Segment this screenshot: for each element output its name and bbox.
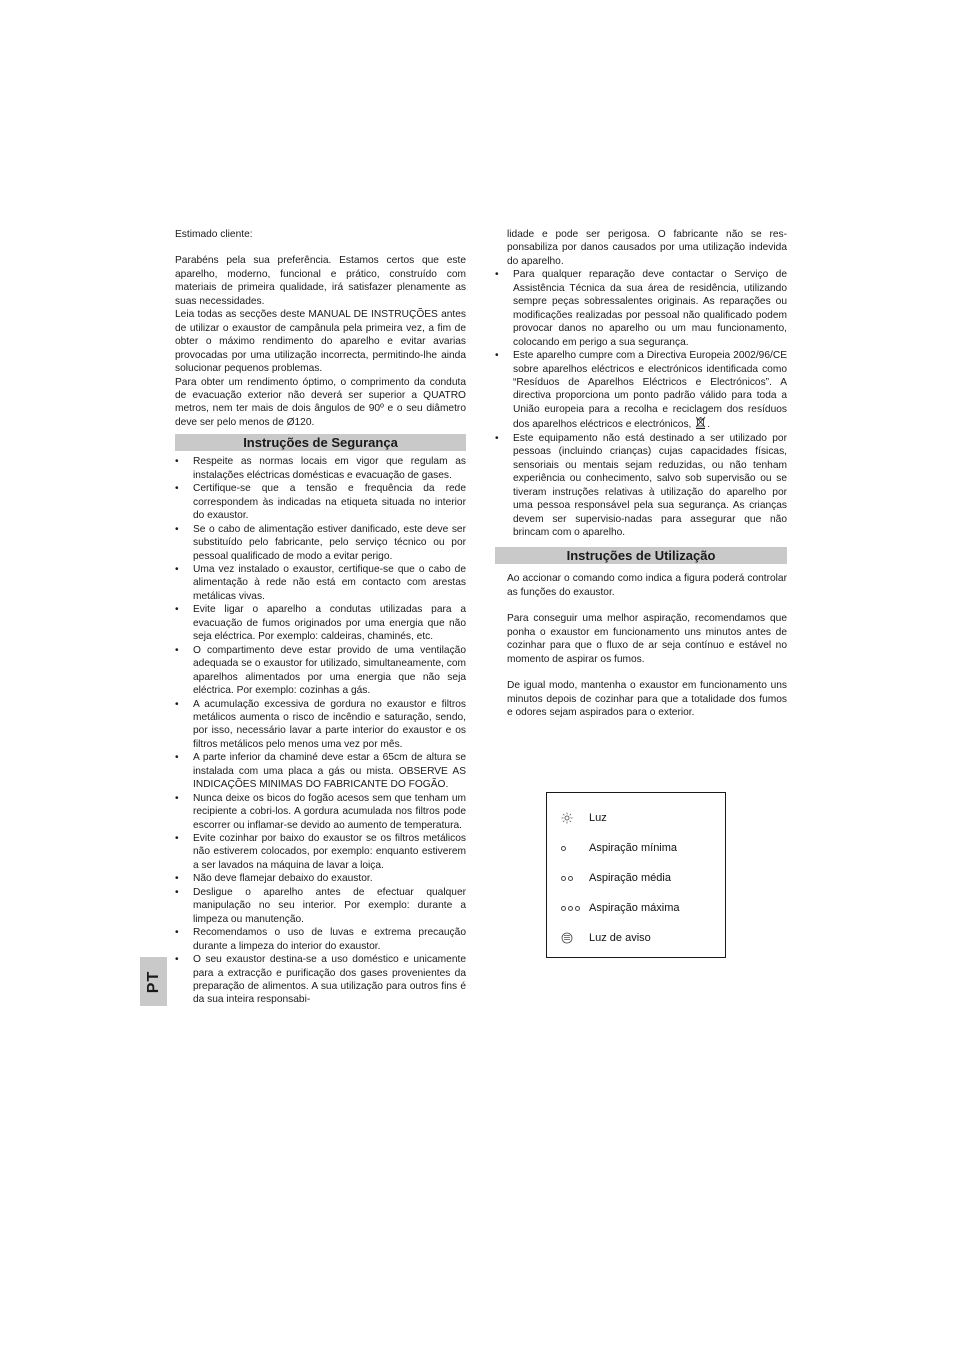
control-label: Aspiração mínima bbox=[589, 842, 678, 854]
left-column bbox=[175, 228, 466, 1007]
list-item: • Respeite as normas locais em vigor que regulam as instalações eléctricas domésticas e evacuação de gases. bbox=[175, 455, 466, 482]
list-item: • Se o cabo de alimentação estiver danificado, este deve ser substituído pelo fabricante, pelo serviço técnico ou por pessoal qualificado de modo a evitar perigo. bbox=[175, 523, 466, 563]
list-item: • Evite ligar o aparelho a condutas utilizadas para a evacuação de fumos originados por uma energia que não seja eléctrica. Por exemplo: caldeiras, chaminés, etc. bbox=[175, 603, 466, 643]
speed-1-icon bbox=[561, 846, 583, 851]
usage-section-title: Instruções de Utilização bbox=[495, 547, 787, 564]
control-row-medium bbox=[547, 870, 725, 886]
weee-suffix: . bbox=[707, 419, 711, 431]
language-tab bbox=[140, 957, 167, 1006]
weee-text: Este aparelho cumpre com a Directiva Europeia 2002/96/CE sobre aparelhos eléctricos e electrónicos identificada como “Resíduos de Aparelhos Eléctricos e Electrónicos”. A directiva proporciona um ponto padrão válido para toda a União europeia para a recolha e reciclagem dos resíduos dos aparelhos eléctricos e electrónicos, bbox=[513, 350, 787, 431]
control-label: Luz de aviso bbox=[589, 932, 651, 944]
intro-paragraph: Leia todas as secções deste MANUAL DE INSTRUÇÕES antes de utilizar o exaustor de campânula pela primeira vez, a fim de obter o máximo rendimento do aparelho e evitar avarias provocadas por uma utilização incorrecta, permitindo-lhe ainda solucionar pequenos problemas. bbox=[175, 309, 466, 375]
safety-list-continued bbox=[495, 268, 787, 539]
safety-list bbox=[175, 455, 466, 1007]
list-item: • A acumulação excessiva de gordura no exaustor e filtros metálicos aumenta o risco de incêndio e saturação, sendo, por isso, necessário lavar a parte interior do exaustor e os filtros metálicos pelo menos uma vez por mês. bbox=[175, 698, 466, 752]
weee-bin-icon bbox=[695, 416, 706, 429]
speed-3-icon bbox=[561, 906, 583, 911]
control-row-warning bbox=[547, 930, 725, 946]
list-item: • Nunca deixe os bicos do fogão acesos sem que tenham um recipiente a cobri-los. A gordura acumulada nos filtros pode escorrer ou inflamar-se devido ao aumento de temperatura. bbox=[175, 792, 466, 832]
list-item: • Certifique-se que a tensão e frequência da rede correspondem às indicadas na etiqueta situada no interior do exaustor. bbox=[175, 482, 466, 522]
greeting: Estimado cliente: bbox=[175, 229, 253, 240]
control-row-light bbox=[547, 810, 725, 826]
list-item: • Recomendamos o uso de luvas e extrema precaução durante a limpeza do interior do exaustor. bbox=[175, 926, 466, 953]
list-item: • A parte inferior da chaminé deve estar a 65cm de altura se instalada com uma placa a gás ou mista. OBSERVE AS INDICAÇÕES MINIMAS DO FABRICANTE DO FOGÃO. bbox=[175, 751, 466, 791]
control-label: Luz bbox=[589, 812, 607, 824]
control-row-min bbox=[547, 840, 725, 856]
list-item: • Não deve flamejar debaixo do exaustor. bbox=[175, 872, 466, 885]
usage-paragraph: Ao accionar o comando como indica a figura poderá controlar as funções do exaustor. bbox=[507, 573, 787, 598]
list-item: • Este equipamento não está destinado a ser utilizado por pessoas (incluindo crianças) cujas capacidades físicas, sensoriais ou mentais sejam reduzidas, ou não tenham experiência ou conhecimento, salvo sob supervisão ou se tiveram instruções relativas à utilização do aparelho por uma pessoa responsável pela sua segurança. As crianças devem ser supervisio-nadas para assegurar que não brincam com o aparelho. bbox=[495, 432, 787, 540]
language-tab-label: PT bbox=[144, 970, 162, 993]
list-item: • O compartimento deve estar provido de uma ventilação adequada se o exaustor for utilizado, simultaneamente, com aparelhos alimentados por uma energia que não seja eléctrica. Por exemplo: cozinhas a gás. bbox=[175, 644, 466, 698]
control-panel-figure bbox=[546, 792, 726, 958]
usage-paragraph: Para conseguir uma melhor aspiração, recomendamos que ponha o exaustor em funcionamento uns minutos antes de cozinhar para que o fluxo de ar seja contínuo e estável no momento de aspirar os fumos. bbox=[507, 613, 787, 665]
usage-paragraph: De igual modo, mantenha o exaustor em funcionamento uns minutos depois de cozinhar para que a totalidade dos fumos e odores sejam aspirados para o exterior. bbox=[507, 680, 787, 719]
right-column bbox=[495, 228, 787, 720]
control-label: Aspiração média bbox=[589, 872, 671, 884]
continuation-text: lidade e pode ser perigosa. O fabricante não se res-ponsabiliza por danos causados por uma utilização indevida do aparelho. bbox=[507, 229, 787, 267]
control-row-max bbox=[547, 900, 725, 916]
warning-light-icon bbox=[561, 932, 583, 944]
safety-section-title: Instruções de Segurança bbox=[175, 434, 466, 451]
intro-paragraph: Para obter um rendimento óptimo, o comprimento da conduta de evacuação exterior não deverá ser superior a QUATRO metros, nem ter mais de dois ângulos de 90º e o seu diâmetro deve ser pelo menos de Ø120. bbox=[175, 376, 466, 428]
list-item: • Para qualquer reparação deve contactar o Serviço de Assistência Técnica da sua área de residência, utilizando sempre peças sobressalentes originais. As reparações ou modificações realizadas por pessoal não qualificado podem provocar danos no aparelho ou um mau funcionamento, colocando em perigo a sua segurança. bbox=[495, 268, 787, 349]
intro-paragraph: Parabéns pela sua preferência. Estamos certos que este aparelho, moderno, funcional e prático, construído com materiais de primeira qualidade, irá satisfazer plenamente as suas necessidades. bbox=[175, 255, 466, 307]
list-item: • Evite cozinhar por baixo do exaustor se os filtros metálicos não estiverem colocados, por exemplo: enquanto estiverem a ser lavados na máquina de lavar a loiça. bbox=[175, 832, 466, 872]
list-item: • Uma vez instalado o exaustor, certifique-se que o cabo de alimentação à rede não está em contacto com arestas metálicas vivas. bbox=[175, 563, 466, 603]
list-item bbox=[495, 349, 787, 432]
list-item: • Desligue o aparelho antes de efectuar qualquer manipulação no seu interior. Por exemplo: durante a limpeza ou manutenção. bbox=[175, 886, 466, 926]
speed-2-icon bbox=[561, 876, 583, 881]
light-icon bbox=[561, 812, 583, 824]
list-item: • O seu exaustor destina-se a uso doméstico e unicamente para a extracção e purificação dos gases provenientes da preparação de alimentos. A sua utilização para outros fins é da sua inteira responsabi- bbox=[175, 953, 466, 1007]
control-label: Aspiração máxima bbox=[589, 902, 680, 914]
